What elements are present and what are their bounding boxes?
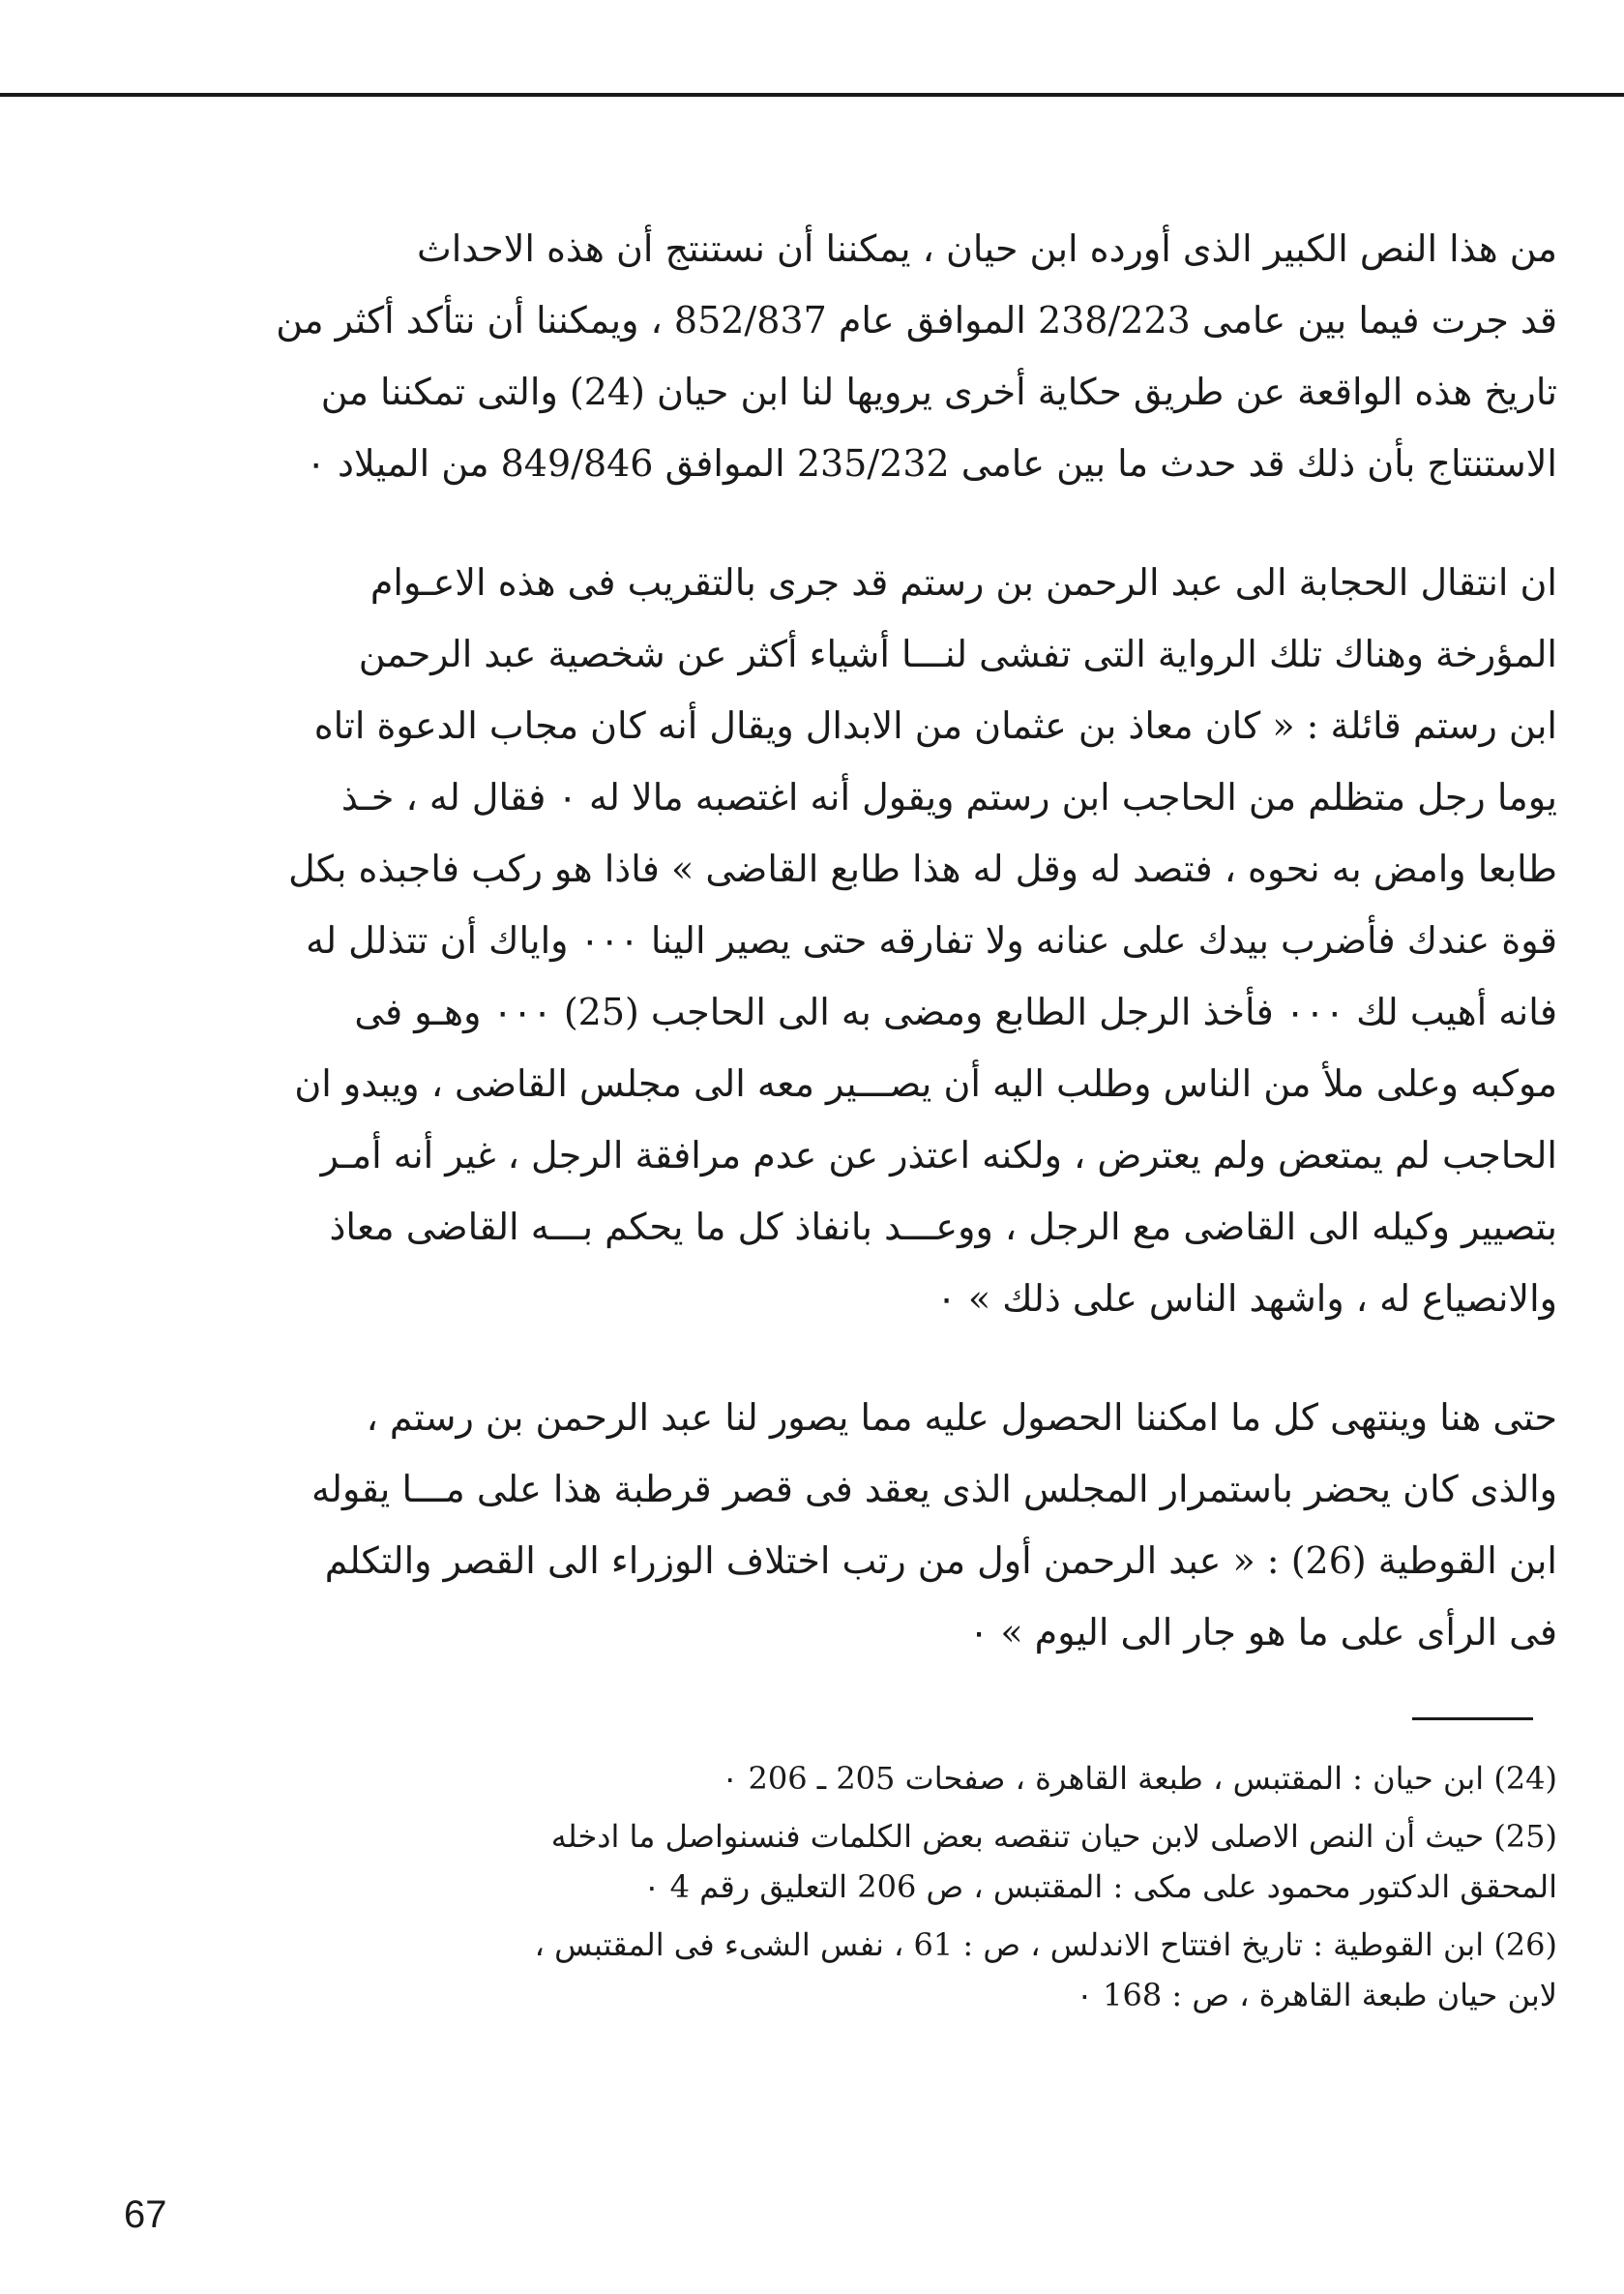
text-line: قد جرت فيما بين عامى 238/223 الموافق عام 852/837 ، ويمكننا أن نتأكد أكثر من xyxy=(276,299,1557,342)
footnote-25 xyxy=(106,1811,1557,1912)
text-line: ان انتقال الحجابة الى عبد الرحمن بن رستم قد جرى بالتقريب فى هذه الاعـوام xyxy=(369,561,1557,604)
text-line: الحاجب لم يمتعض ولم يعترض ، ولكنه اعتذر عن عدم مرافقة الرجل ، غير أنه أمـر xyxy=(320,1134,1557,1177)
text-line: قوة عندك فأضرب بيدك على عنانه ولا تفارقه حتى يصير الينا ٠٠٠ واياك أن تتذلل له xyxy=(306,919,1557,962)
footnote-line: (25) حيث أن النص الاصلى لابن حيان تنقصه بعض الكلمات فنسنواصل ما ادخله xyxy=(550,1818,1557,1855)
text-line: المؤرخة وهناك تلك الرواية التى تفشى لنـــا أشياء أكثر عن شخصية عبد الرحمن xyxy=(358,633,1557,675)
text-line: الاستنتاج بأن ذلك قد حدث ما بين عامى 235/232 الموافق 849/846 من الميلاد ٠ xyxy=(306,442,1557,485)
footnotes xyxy=(106,1753,1557,2020)
page-number: 67 xyxy=(124,2193,167,2236)
paragraph-3 xyxy=(92,1382,1557,1668)
footnote-24 xyxy=(106,1753,1557,1803)
text-line: بتصيير وكيله الى القاضى مع الرجل ، ووعـــد بانفاذ كل ما يحكم بـــه القاضى معاذ xyxy=(329,1206,1557,1248)
text-line: ابن رستم قائلة : « كان معاذ بن عثمان من الابدال ويقال أنه كان مجاب الدعوة اتاه xyxy=(313,704,1557,747)
footnote-separator xyxy=(1412,1717,1533,1720)
header-rule xyxy=(0,93,1624,97)
text-line: من هذا النص الكبير الذى أورده ابن حيان ، يمكننا أن نستنتج أن هذه الاحداث xyxy=(416,227,1557,270)
footnote-line: لابن حيان طبعة القاهرة ، ص : 168 ٠ xyxy=(1076,1977,1557,2013)
text-line: تاريخ هذه الواقعة عن طريق حكاية أخرى يرويها لنا ابن حيان (24) والتى تمكننا من xyxy=(320,371,1557,413)
text-line: يوما رجل متظلم من الحاجب ابن رستم ويقول أنه اغتصبه مالا له ٠ فقال له ، خـذ xyxy=(340,776,1557,819)
paragraph-2 xyxy=(92,547,1557,1334)
text-line: فانه أهيب لك ٠٠٠ فأخذ الرجل الطابع ومضى به الى الحاجب (25) ٠٠٠ وهـو فى xyxy=(354,991,1557,1033)
text-line: فى الرأى على ما هو جار الى اليوم » ٠ xyxy=(968,1611,1557,1653)
text-line: والذى كان يحضر باستمرار المجلس الذى يعقد فى قصر قرطبة هذا على مـــا يقوله xyxy=(311,1468,1557,1510)
footnote-26 xyxy=(106,1920,1557,2020)
text-line: والانصياع له ، واشهد الناس على ذلك » ٠ xyxy=(936,1277,1557,1320)
text-line: موكبه وعلى ملأ من الناس وطلب اليه أن يصـــير معه الى مجلس القاضى ، ويبدو ان xyxy=(294,1062,1557,1105)
text-line: ابن القوطية (26) : « عبد الرحمن أول من رتب اختلاف الوزراء الى القصر والتكلم xyxy=(324,1539,1557,1582)
footnote-line: (26) ابن القوطية : تاريخ افتتاح الاندلس ، ص : 61 ، نفس الشىء فى المقتبس ، xyxy=(534,1926,1557,1963)
text-line: طابعا وامض به نحوه ، فتصد له وقل له هذا طابع القاضى » فاذا هو ركب فاجبذه بكل xyxy=(288,848,1557,890)
footnote-line: (24) ابن حيان : المقتبس ، طبعة القاهرة ، صفحات 205 ـ 206 ٠ xyxy=(722,1760,1557,1797)
text-line: حتى هنا وينتهى كل ما امكننا الحصول عليه مما يصور لنا عبد الرحمن بن رستم ، xyxy=(366,1396,1557,1439)
footnote-line: المحقق الدكتور محمود على مكى : المقتبس ، ص 206 التعليق رقم 4 ٠ xyxy=(643,1868,1557,1905)
paragraph-1 xyxy=(92,213,1557,499)
